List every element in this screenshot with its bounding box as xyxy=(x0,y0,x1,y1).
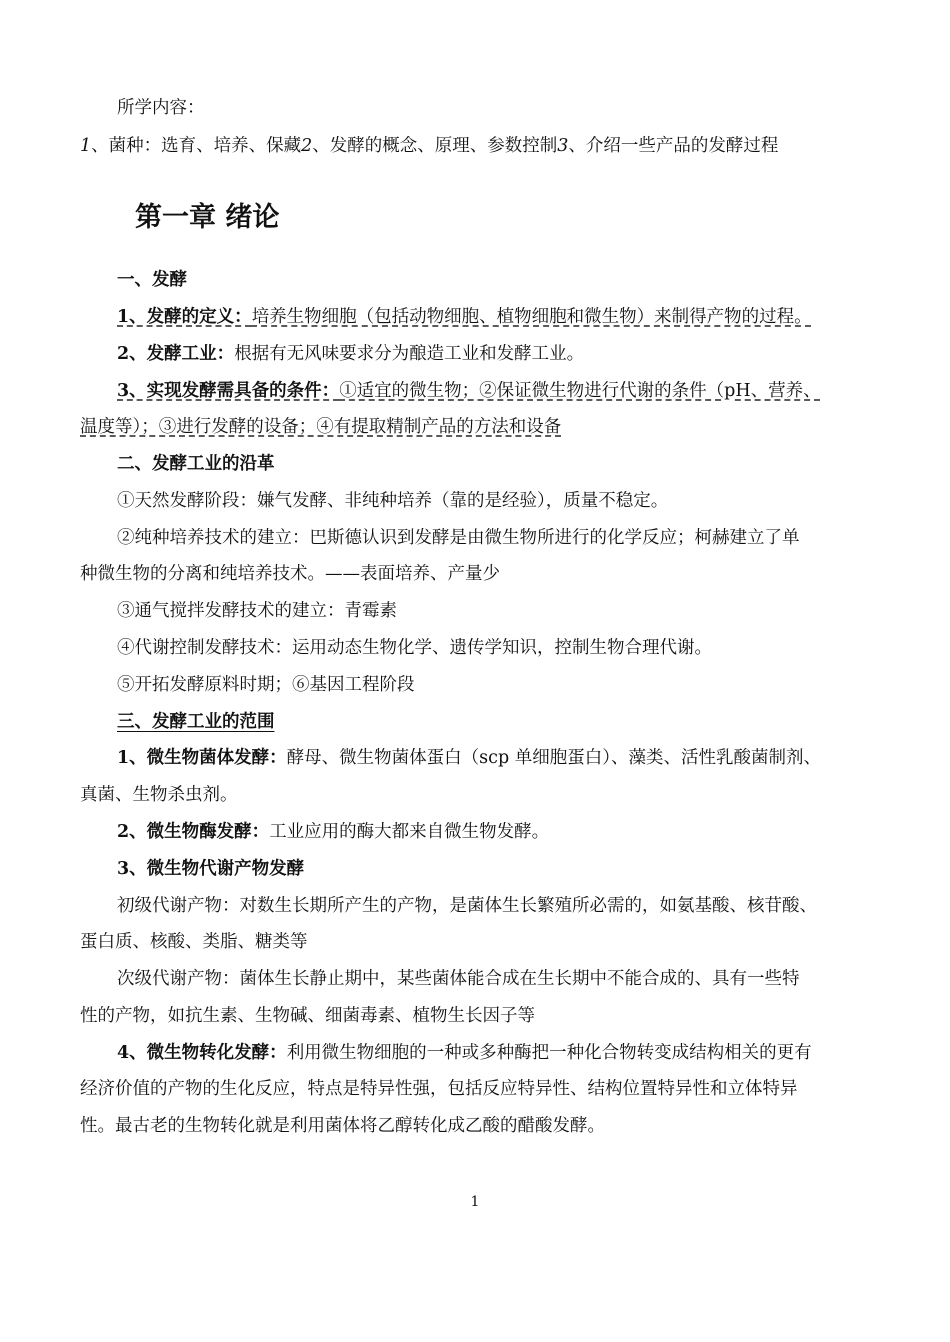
page-number: 1 xyxy=(470,1194,480,1210)
secondary-metabolites-b: 性的产物，如抗生素、生物碱、细菌毒素、植物生长因子等 xyxy=(80,1006,535,1026)
industry-text: 根据有无风味要求分为酿造工业和发酵工业。 xyxy=(234,344,585,364)
intro-item-3: 、介绍一些产品的发酵过程 xyxy=(568,136,779,156)
intro-item-1: 、菌种：选育、培养、保藏 xyxy=(91,136,302,156)
scope-item-2-text: 工业应用的酶大都来自微生物发酵。 xyxy=(269,822,550,842)
history-stage-1: ①天然发酵阶段：嫌气发酵、非纯种培养（靠的是经验），质量不稳定。 xyxy=(117,491,669,511)
scope-item-2 xyxy=(117,820,880,844)
intro-item-2: 、发酵的概念、原理、参数控制 xyxy=(312,136,558,156)
scope-item-1-label: 1、微生物菌体发酵： xyxy=(117,748,287,768)
history-stage-2b: 种微生物的分离和纯培养技术。——表面培养、产量少 xyxy=(80,564,500,584)
scope-item-1-text-a: 酵母、微生物菌体蛋白（scp 单细胞蛋白）、藻类、活性乳酸菌制剂、 xyxy=(286,748,821,768)
section-3-title: 三、发酵工业的范围 xyxy=(117,712,275,732)
history-stage-2a: ②纯种培养技术的建立：巴斯德认识到发酵是由微生物所进行的化学反应；柯赫建立了单 xyxy=(117,528,800,548)
scope-item-4-text-c: 性。最古老的生物转化就是利用菌体将乙醇转化成乙酸的醋酸发酵。 xyxy=(80,1116,605,1136)
definition-text: 培养生物细胞（包括动物细胞、植物细胞和微生物）来制得产物的过程。 xyxy=(251,307,812,327)
primary-metabolites-b: 蛋白质、核酸、类脂、糖类等 xyxy=(80,932,308,952)
secondary-metabolites-a: 次级代谢产物：菌体生长静止期中，某些菌体能合成在生长期中不能合成的、具有一些特 xyxy=(117,969,800,989)
scope-item-2-label: 2、微生物酶发酵： xyxy=(117,822,270,842)
history-stage-3: ③通气搅拌发酵技术的建立：青霉素 xyxy=(117,601,397,621)
section-2-title: 二、发酵工业的沿革 xyxy=(117,454,275,474)
scope-item-3-label: 3、微生物代谢产物发酵 xyxy=(117,859,305,879)
history-stage-4: ④代谢控制发酵技术：运用动态生物化学、遗传学知识，控制生物合理代谢。 xyxy=(117,638,712,658)
scope-item-4 xyxy=(117,1041,880,1065)
scope-item-1 xyxy=(117,746,880,770)
section-1-title: 一、发酵 xyxy=(117,270,187,290)
scope-item-4-text-b: 经济价值的产物的生化反应，特点是特异性强，包括反应特异性、结构位置特异性和立体特异 xyxy=(80,1079,798,1099)
history-stage-5-6: ⑤开拓发酵原料时期；⑥基因工程阶段 xyxy=(117,675,415,695)
definition-label: 1、发酵的定义： xyxy=(117,307,252,327)
fermentation-definition xyxy=(117,305,880,329)
fermentation-conditions xyxy=(117,379,880,403)
intro-summary xyxy=(80,134,880,158)
conditions-label: 3、实现发酵需具备的条件： xyxy=(117,381,340,401)
chapter-title: 第一章 绪论 xyxy=(135,202,280,233)
intro-number-3: 3 xyxy=(557,136,569,156)
fermentation-industry xyxy=(117,342,880,366)
intro-number-1: 1 xyxy=(80,136,92,156)
intro-number-2: 2 xyxy=(301,136,313,156)
scope-item-1-text-b: 真菌、生物杀虫剂。 xyxy=(80,785,238,805)
scope-item-4-label: 4、微生物转化发酵： xyxy=(117,1043,287,1063)
industry-label: 2、发酵工业： xyxy=(117,344,235,364)
scope-item-4-text-a: 利用微生物细胞的一种或多种酶把一种化合物转变成结构相关的更有 xyxy=(286,1043,812,1063)
conditions-text-2: 温度等）；③进行发酵的设备；④有提取精制产品的方法和设备 xyxy=(80,417,562,437)
primary-metabolites-a: 初级代谢产物：对数生长期所产生的产物，是菌体生长繁殖所必需的，如氨基酸、核苷酸、 xyxy=(117,896,817,916)
conditions-text-1: ①适宜的微生物；②保证微生物进行代谢的条件（pH、营养、 xyxy=(339,381,821,401)
intro-heading: 所学内容： xyxy=(117,98,205,118)
